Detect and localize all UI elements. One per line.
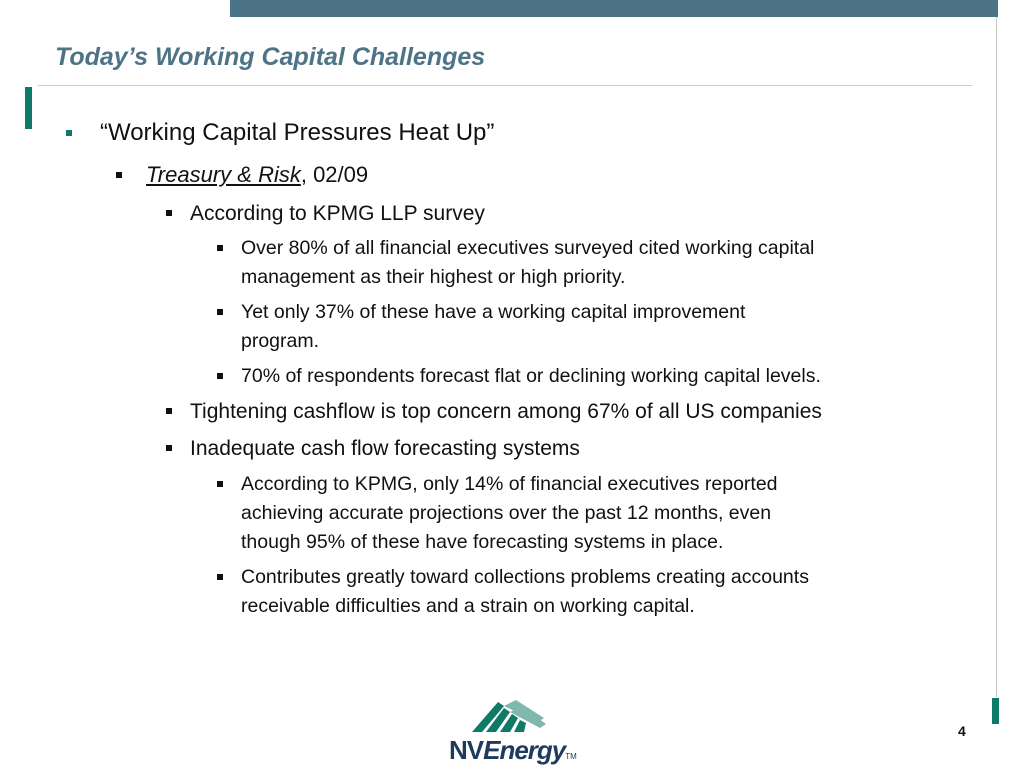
slide-title: Today’s Working Capital Challenges xyxy=(55,43,486,71)
square-bullet-icon xyxy=(217,309,223,315)
logo-nv: NV xyxy=(449,735,484,765)
square-bullet-icon xyxy=(166,210,172,216)
top-decor-bar xyxy=(230,0,998,17)
square-bullet-icon xyxy=(166,445,172,451)
point-line: receivable difficulties and a strain on working capital. xyxy=(241,595,695,617)
cashflow-concern-text: Tightening cashflow is top concern among 67% of all US companies xyxy=(190,400,822,423)
square-bullet-icon xyxy=(66,130,72,136)
heading-text: “Working Capital Pressures Heat Up” xyxy=(100,119,495,146)
point-line: Yet only 37% of these have a working capital improvement xyxy=(241,301,746,323)
point-line: program. xyxy=(241,330,320,352)
square-bullet-icon xyxy=(116,172,122,178)
source-date: , 02/09 xyxy=(300,162,369,187)
source-name: Treasury & Risk xyxy=(146,162,301,187)
point-line: though 95% of these have forecasting systems in place. xyxy=(241,531,724,553)
square-bullet-icon xyxy=(217,245,223,251)
logo-tm: TM xyxy=(565,752,577,761)
square-bullet-icon xyxy=(217,574,223,580)
nv-energy-wordmark xyxy=(449,735,577,766)
point-line: Over 80% of all financial executives surveyed cited working capital xyxy=(241,237,815,259)
logo-energy: Energy xyxy=(483,735,566,765)
page-number: 4 xyxy=(958,723,966,739)
kpmg-label: According to KPMG LLP survey xyxy=(190,202,485,225)
forecasting-label: Inadequate cash flow forecasting systems xyxy=(190,437,580,460)
right-accent-mark xyxy=(992,698,999,724)
square-bullet-icon xyxy=(166,408,172,414)
point-line: 70% of respondents forecast flat or declining working capital levels. xyxy=(241,365,821,387)
left-accent-mark xyxy=(25,87,32,129)
point-line: management as their highest or high priority. xyxy=(241,266,626,288)
title-divider xyxy=(38,85,972,86)
square-bullet-icon xyxy=(217,481,223,487)
source-line xyxy=(146,161,368,189)
point-line: achieving accurate projections over the past 12 months, even xyxy=(241,502,772,524)
square-bullet-icon xyxy=(217,373,223,379)
point-line: Contributes greatly toward collections problems creating accounts xyxy=(241,566,809,588)
right-edge-rule xyxy=(996,17,997,697)
point-line: According to KPMG, only 14% of financial executives reported xyxy=(241,473,778,495)
